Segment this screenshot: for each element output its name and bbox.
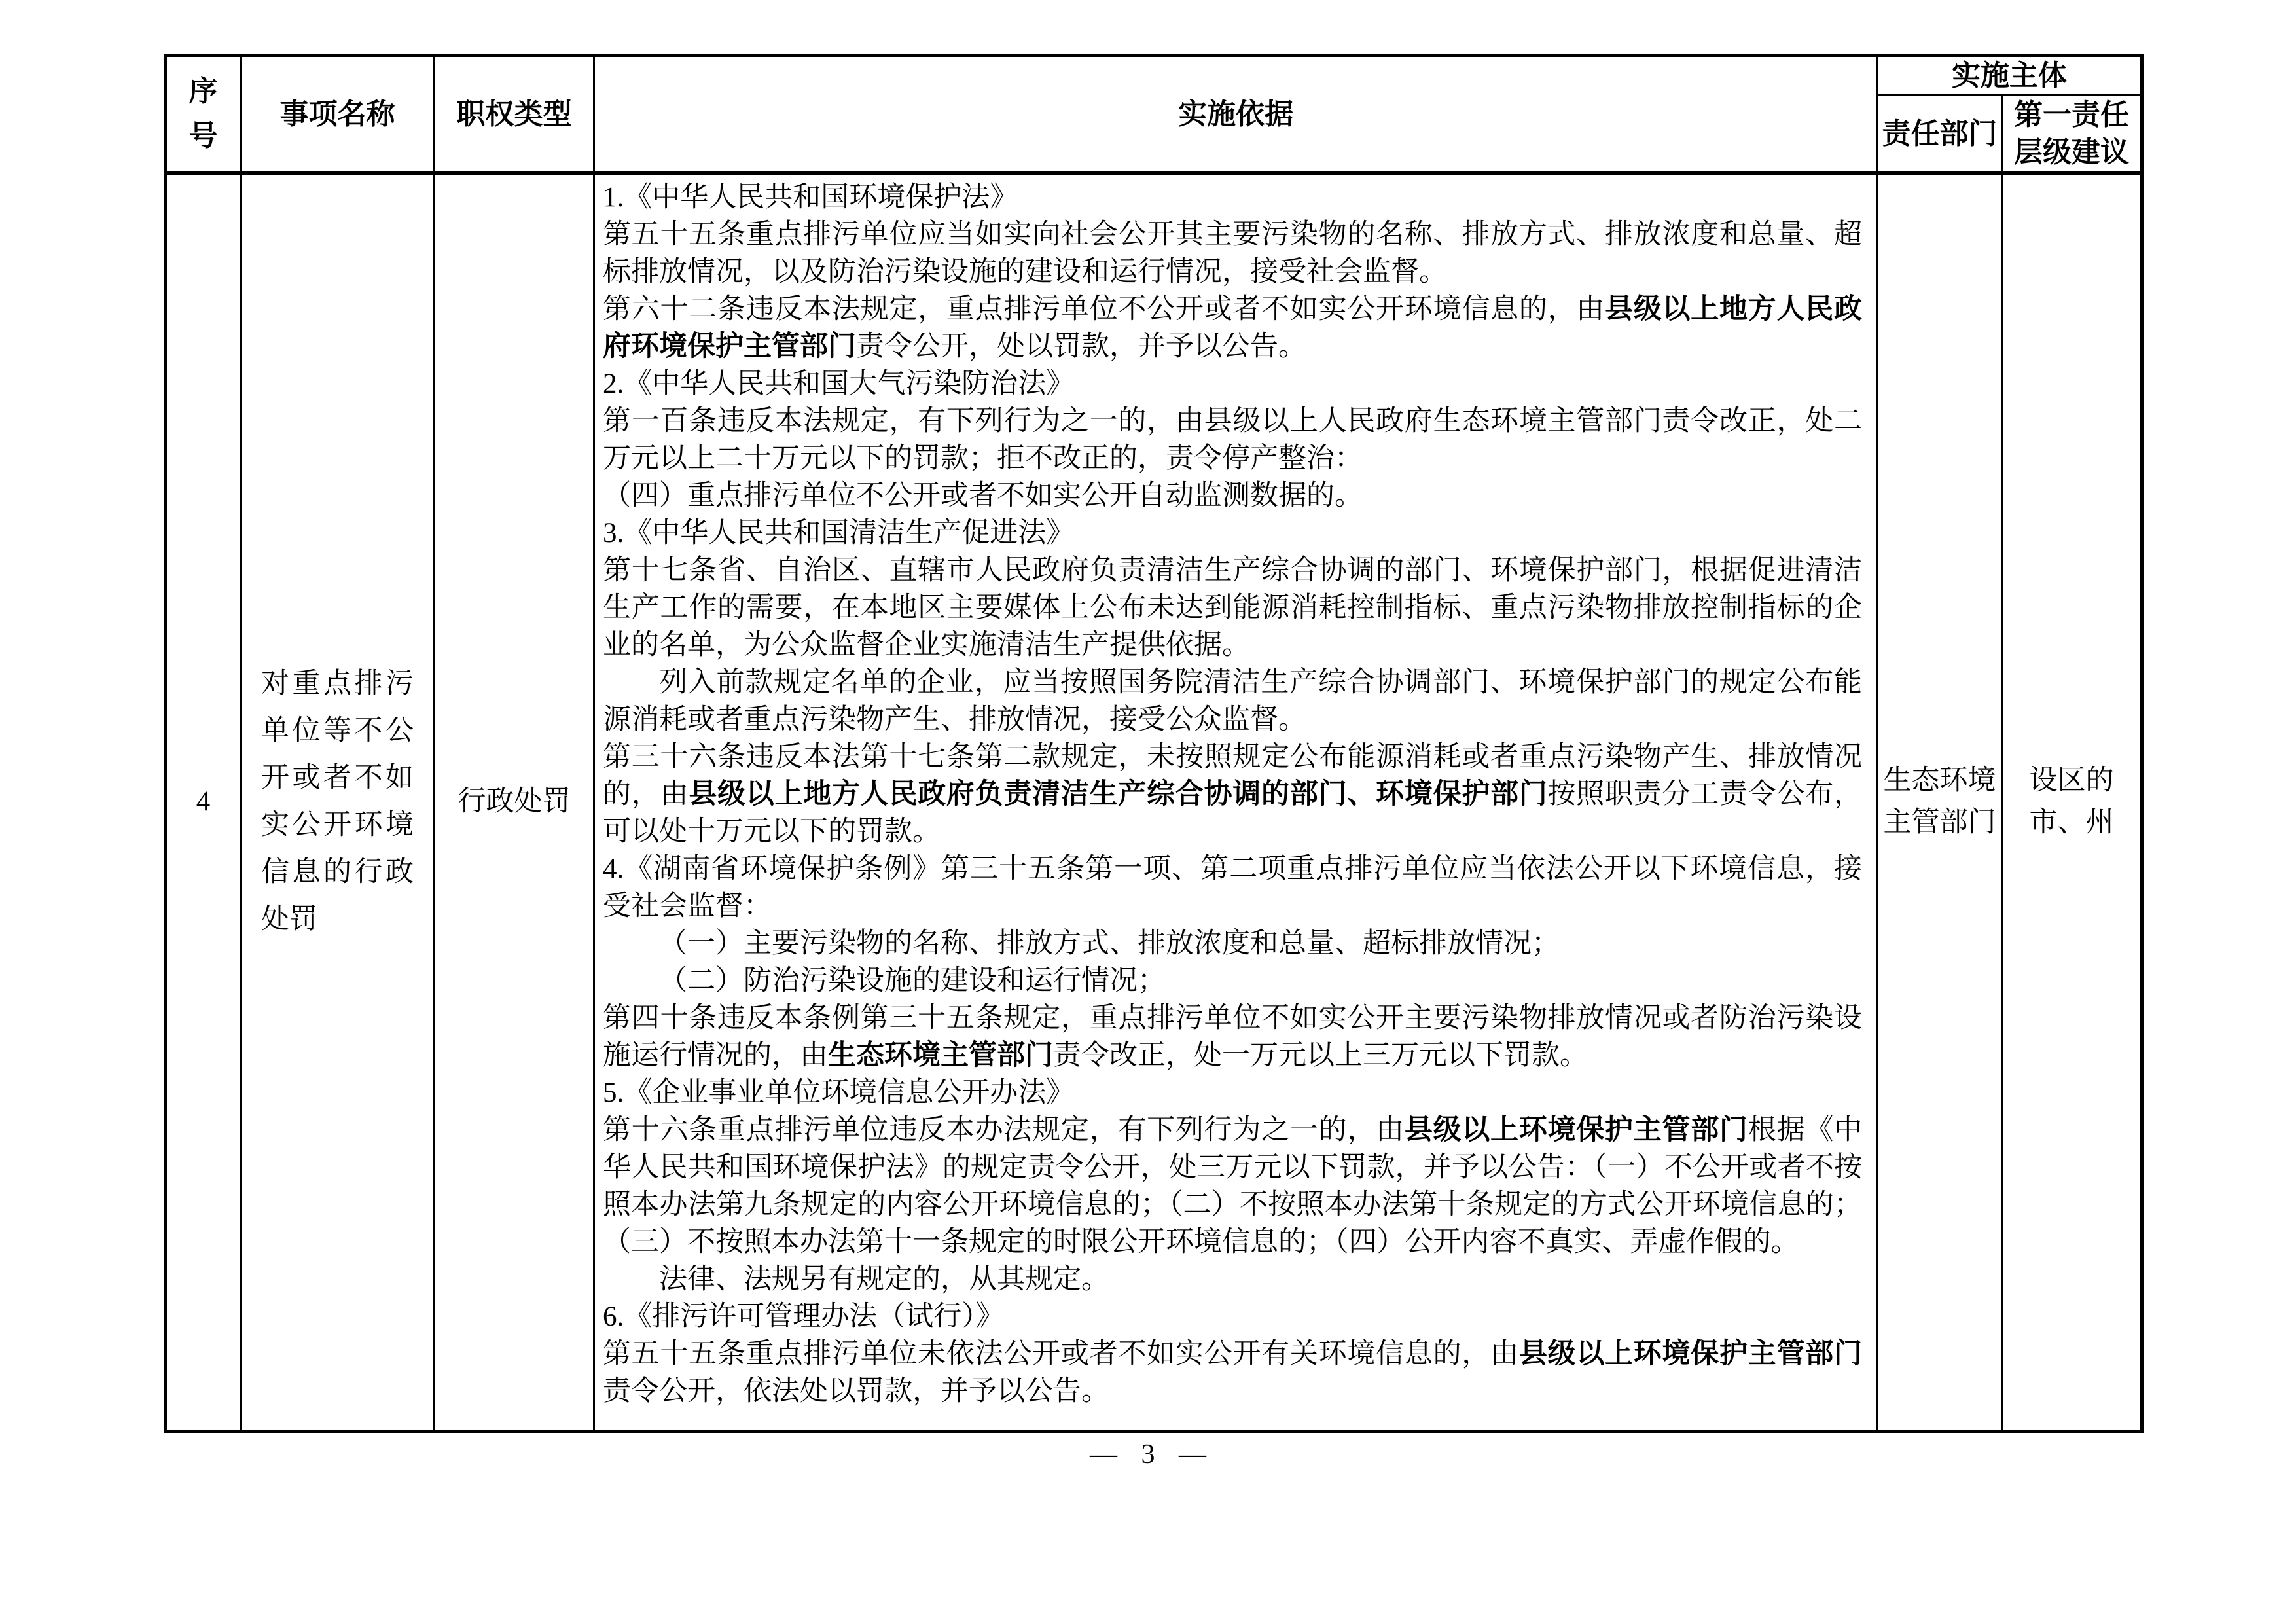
legal-paragraph	[603, 514, 1862, 552]
cell-authority-type: 行政处罚	[435, 173, 594, 1431]
legal-text: 第十六条重点排污单位违反本办法规定，有下列行为之一的，由	[603, 1114, 1405, 1146]
legal-paragraph	[603, 477, 1862, 514]
cell-item-name: 对重点排污单位等不公开或者不如实公开环境信息的行政处罚	[241, 173, 435, 1431]
cell-no: 4	[166, 173, 241, 1431]
header-item-name: 事项名称	[241, 56, 435, 173]
legal-text: 1.《中华人民共和国环境保护法》	[603, 181, 1018, 213]
legal-text: 5.《企业事业单位环境信息公开办法》	[603, 1077, 1075, 1108]
legal-paragraph	[603, 1298, 1862, 1335]
legal-paragraph	[603, 179, 1862, 216]
cell-responsible-dept: 生态环境主管部门	[1878, 173, 2002, 1431]
legal-text-bold: 县级以上环境保护主管部门	[1404, 1114, 1748, 1146]
legal-paragraph	[603, 925, 1862, 962]
legal-text: 根据《中华人民共和国环境保护法》的规定责令公开，处三万元以下罚款，并予以公告：（一）不公开或者不按照本办法第九条规定的内容公开环境信息的；（二）不按照本办法第十条规定的方式公开环境信息的；（三）不按照本办法第十一条规定的时限公开环境信息的；（四）公开内容不真实、弄虚作假的。	[603, 1114, 1863, 1257]
legal-paragraph	[603, 365, 1862, 403]
legal-paragraph	[603, 962, 1862, 1000]
legal-paragraph	[603, 850, 1862, 925]
legal-text: （四）重点排污单位不公开或者不如实公开自动监测数据的。	[603, 480, 1363, 511]
legal-text: 第三十六条违反本法第十七条第二款规定，未按照规定公布能源消耗或者重点污染物产生、排放情况的，由	[603, 741, 1862, 810]
legal-text: 第六十二条违反本法规定，重点排污单位不公开或者不如实公开环境信息的，由	[603, 293, 1605, 325]
legal-paragraph	[603, 664, 1862, 738]
header-legal-basis: 实施依据	[594, 56, 1878, 173]
legal-paragraph	[603, 1261, 1862, 1298]
header-first-level: 第一责任层级建议	[2002, 96, 2142, 173]
legal-paragraph	[603, 1111, 1862, 1261]
legal-paragraph	[603, 1000, 1862, 1074]
legal-text: 第五十五条重点排污单位未依法公开或者不如实公开有关环境信息的，由	[603, 1338, 1519, 1369]
legal-paragraph	[603, 291, 1862, 365]
header-authority-type: 职权类型	[435, 56, 594, 173]
page-number: — 3 —	[1090, 1439, 1206, 1470]
legal-text: 责令公开，依法处以罚款，并予以公告。	[603, 1375, 1109, 1407]
legal-text: 按照职责分工责令公布，可以处十万元以下的罚款。	[603, 778, 1863, 847]
document-table	[164, 54, 2144, 1433]
legal-text: 第五十五条重点排污单位应当如实向社会公开其主要污染物的名称、排放方式、排放浓度和总量、超标排放情况，以及防治污染设施的建设和运行情况，接受社会监督。	[603, 219, 1862, 287]
header-implementing-body: 实施主体	[1878, 56, 2142, 96]
legal-text-bold: 县级以上环境保护主管部门	[1518, 1338, 1863, 1369]
legal-text: 列入前款规定名单的企业，应当按照国务院清洁生产综合协调部门、环境保护部门的规定公布能源消耗或者重点污染物产生、排放情况，接受公众监督。	[603, 666, 1862, 735]
legal-text: 第一百条违反本法规定，有下列行为之一的，由县级以上人民政府生态环境主管部门责令改正，处二万元以上二十万元以下的罚款；拒不改正的，责令停产整治：	[603, 405, 1862, 474]
legal-text: 法律、法规另有规定的，从其规定。	[659, 1263, 1109, 1295]
header-col-no	[166, 56, 241, 173]
legal-text-bold: 县级以上地方人民政府负责清洁生产综合协调的部门、环境保护部门	[689, 778, 1548, 810]
cell-first-level: 设区的市、州	[2002, 173, 2142, 1431]
legal-paragraph	[603, 403, 1862, 477]
legal-paragraph	[603, 216, 1862, 291]
legal-text-bold: 生态环境主管部门	[828, 1039, 1053, 1071]
legal-text: 3.《中华人民共和国清洁生产促进法》	[603, 517, 1075, 549]
cell-legal-basis	[594, 173, 1878, 1431]
header-col-no-label: 序号	[188, 75, 218, 153]
legal-text: 第四十条违反本条例第三十五条规定，重点排污单位不如实公开主要污染物排放情况或者防治污染设施运行情况的，由	[603, 1002, 1862, 1071]
table-row	[166, 173, 2142, 1431]
legal-paragraph	[603, 552, 1862, 664]
legal-paragraph	[603, 1074, 1862, 1111]
legal-paragraph	[603, 738, 1862, 850]
legal-basis-content	[603, 179, 1862, 1410]
legal-text: 第十七条省、自治区、直辖市人民政府负责清洁生产综合协调的部门、环境保护部门，根据促进清洁生产工作的需要，在本地区主要媒体上公布未达到能源消耗控制指标、重点污染物排放控制指标的企业的名单，为公众监督企业实施清洁生产提供依据。	[603, 554, 1862, 660]
header-responsible-dept: 责任部门	[1878, 96, 2002, 173]
legal-text: （一）主要污染物的名称、排放方式、排放浓度和总量、超标排放情况；	[659, 928, 1560, 959]
legal-paragraph	[603, 1335, 1862, 1410]
legal-text: 4.《湖南省环境保护条例》第三十五条第一项、第二项重点排污单位应当依法公开以下环境信息，接受社会监督：	[603, 853, 1862, 922]
legal-text: 2.《中华人民共和国大气污染防治法》	[603, 368, 1075, 399]
legal-text: 责令改正，处一万元以上三万元以下罚款。	[1053, 1039, 1588, 1071]
legal-text: 责令公开，处以罚款，并予以公告。	[856, 331, 1306, 362]
legal-text: 6.《排污许可管理办法（试行）》	[603, 1301, 1004, 1332]
legal-text: （二）防治污染设施的建设和运行情况；	[659, 965, 1166, 996]
legal-text-bold: 县级以上地方人民政府环境保护主管部门	[603, 293, 1863, 362]
